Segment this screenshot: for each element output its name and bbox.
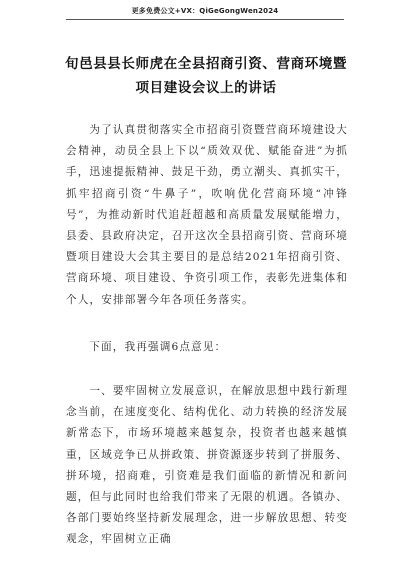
body-paragraph-lead-in: 下面，我再强调6点意见： <box>89 341 227 353</box>
document-title: 旬邑县县长师虎在全县招商引资、营商环境暨项目建设会议上的讲话 <box>65 56 347 96</box>
header-divider <box>66 19 344 20</box>
page-header: 更多免费公文+VX：QiGeGongWen2024 <box>131 7 279 15</box>
body-paragraph-intro: 为了认真贯彻落实全市招商引资暨营商环境建设大会精神，动员全县上下以“质效双优、赋能奋进”为抓手，迅速提振精神、鼓足干劲，勇立潮头、真抓实干，抓牢招商引资“牛鼻子”，吹响优化营商环境“冲锋号”，为推动新时代追赶超越和高质量发展赋能增力，县委、县政府决定，召开这次全县招商引资、营商环境暨项目建设大会其主要目的是总结2021年招商引资、营商环境、项目建设、争资引项工作，表彰先进集体和个人，安排部署今年各项任务落实。 <box>66 124 348 306</box>
body-paragraph-point-one: 一、要牢固树立发展意识，在解放思想中践行新理念当前，在速度变化、结构优化、动力转换的经济发展新常态下，市场环境越来越复杂，投资者也越来越慎重，区域竞争已从拼政策、拼资源逐步转到了拼服务、拼环境，招商难，引资难是我们面临的新情况和新问题，但与此同时也给我们带来了无限的机遇。各镇办、各部门要始终坚持新发展理念，进一步解放思想、转变观念，牢固树立正确 <box>66 385 348 546</box>
